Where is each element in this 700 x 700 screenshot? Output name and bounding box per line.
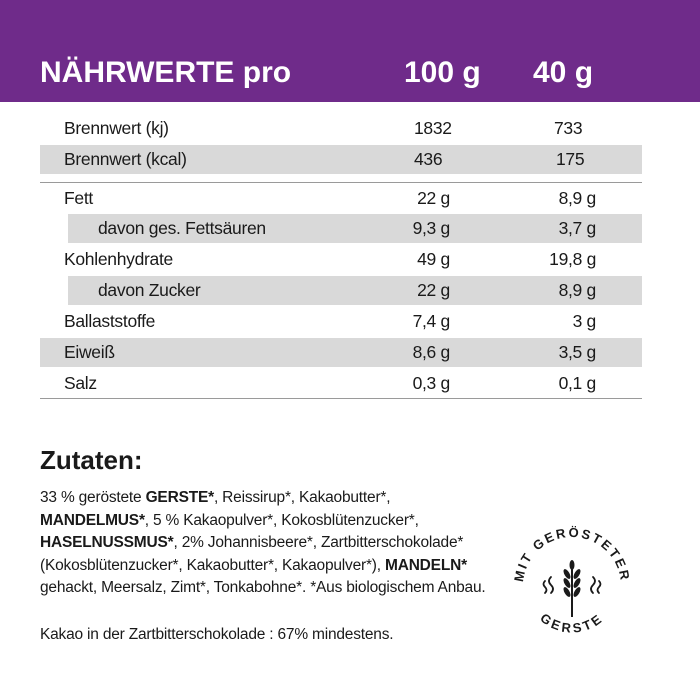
table-row — [40, 213, 642, 244]
stamp-text-bottom: GERSTE — [537, 610, 607, 636]
row-label: Brennwert (kj) — [64, 118, 169, 138]
row-value-100g: 8,6 g — [412, 342, 450, 362]
row-value-100g: 436 — [414, 149, 443, 169]
table-row — [40, 306, 642, 337]
row-value-40g: 733 — [554, 118, 583, 138]
row-label: Eiweiß — [64, 342, 115, 362]
row-value-100g: 9,3 g — [412, 218, 450, 238]
ingredients-part: , 2% Johannisbeere*, Zartbitterschokolade* (Kokosblütenzucker*, Kakaobutter*, Kakaopulver*), — [40, 534, 464, 574]
row-value-100g: 7,4 g — [412, 311, 450, 331]
table-row — [40, 113, 642, 144]
row-value-40g: 3 g — [572, 311, 596, 331]
row-value-40g: 3,7 g — [558, 218, 596, 238]
row-label: Brennwert (kcal) — [64, 149, 187, 169]
row-label: Salz — [64, 373, 97, 393]
row-label: Kohlenhydrate — [64, 249, 173, 269]
allergen-barley: GERSTE* — [145, 489, 214, 506]
row-value-100g: 22 g — [417, 188, 450, 208]
roasted-barley-stamp — [505, 519, 639, 653]
header-col-100g: 100 g — [404, 56, 481, 89]
row-value-100g: 0,3 g — [412, 373, 450, 393]
ingredients-part: , Reissirup*, Kakaobutter*, — [213, 489, 391, 506]
table-row — [40, 275, 642, 306]
row-label: Fett — [64, 188, 93, 208]
row-shade — [40, 338, 642, 367]
cocoa-note: Kakao in der Zartbitterschokolade : 67% mindestens. — [40, 626, 394, 643]
wheat-icon — [562, 560, 582, 617]
ingredients-text — [40, 487, 500, 600]
row-label: Ballaststoffe — [64, 311, 156, 331]
row-value-100g: 49 g — [417, 249, 450, 269]
row-value-40g: 0,1 g — [558, 373, 596, 393]
row-value-40g: 8,9 g — [558, 188, 596, 208]
table-row — [40, 144, 642, 175]
row-value-40g: 3,5 g — [558, 342, 596, 362]
table-row — [40, 368, 642, 399]
ingredients-part: gehackt, Meersalz, Zimt*, Tonkabohne*. *Aus biologischem Anbau. — [40, 579, 486, 596]
nutrition-header — [0, 0, 700, 102]
table-row — [40, 182, 642, 213]
row-label: davon Zucker — [98, 280, 201, 300]
row-label: davon ges. Fettsäuren — [98, 218, 266, 238]
allergen-almond-butter: MANDELMUS* — [40, 511, 145, 529]
ingredients-part: , 5 % Kakaopulver*, Kokosblütenzucker*, — [144, 511, 419, 529]
row-value-100g: 1832 — [414, 118, 452, 138]
row-value-40g: 8,9 g — [558, 280, 596, 300]
stamp-text-top: MIT GERÖSTETER — [510, 524, 633, 583]
row-value-100g: 22 g — [417, 280, 450, 300]
table-row — [40, 337, 642, 368]
ingredients-title: Zutaten: — [40, 445, 143, 475]
nutrition-table — [40, 113, 642, 399]
allergen-almonds: MANDELN* — [384, 556, 467, 574]
header-title: NÄHRWERTE pro — [40, 56, 292, 89]
row-value-40g: 175 — [556, 149, 585, 169]
allergen-hazelnut-butter: HASELNUSSMUS* — [40, 534, 174, 551]
table-row — [40, 244, 642, 275]
row-value-40g: 19,8 g — [549, 249, 596, 269]
ingredients-part: 33 % geröstete — [40, 489, 146, 506]
header-col-40g: 40 g — [533, 56, 594, 89]
